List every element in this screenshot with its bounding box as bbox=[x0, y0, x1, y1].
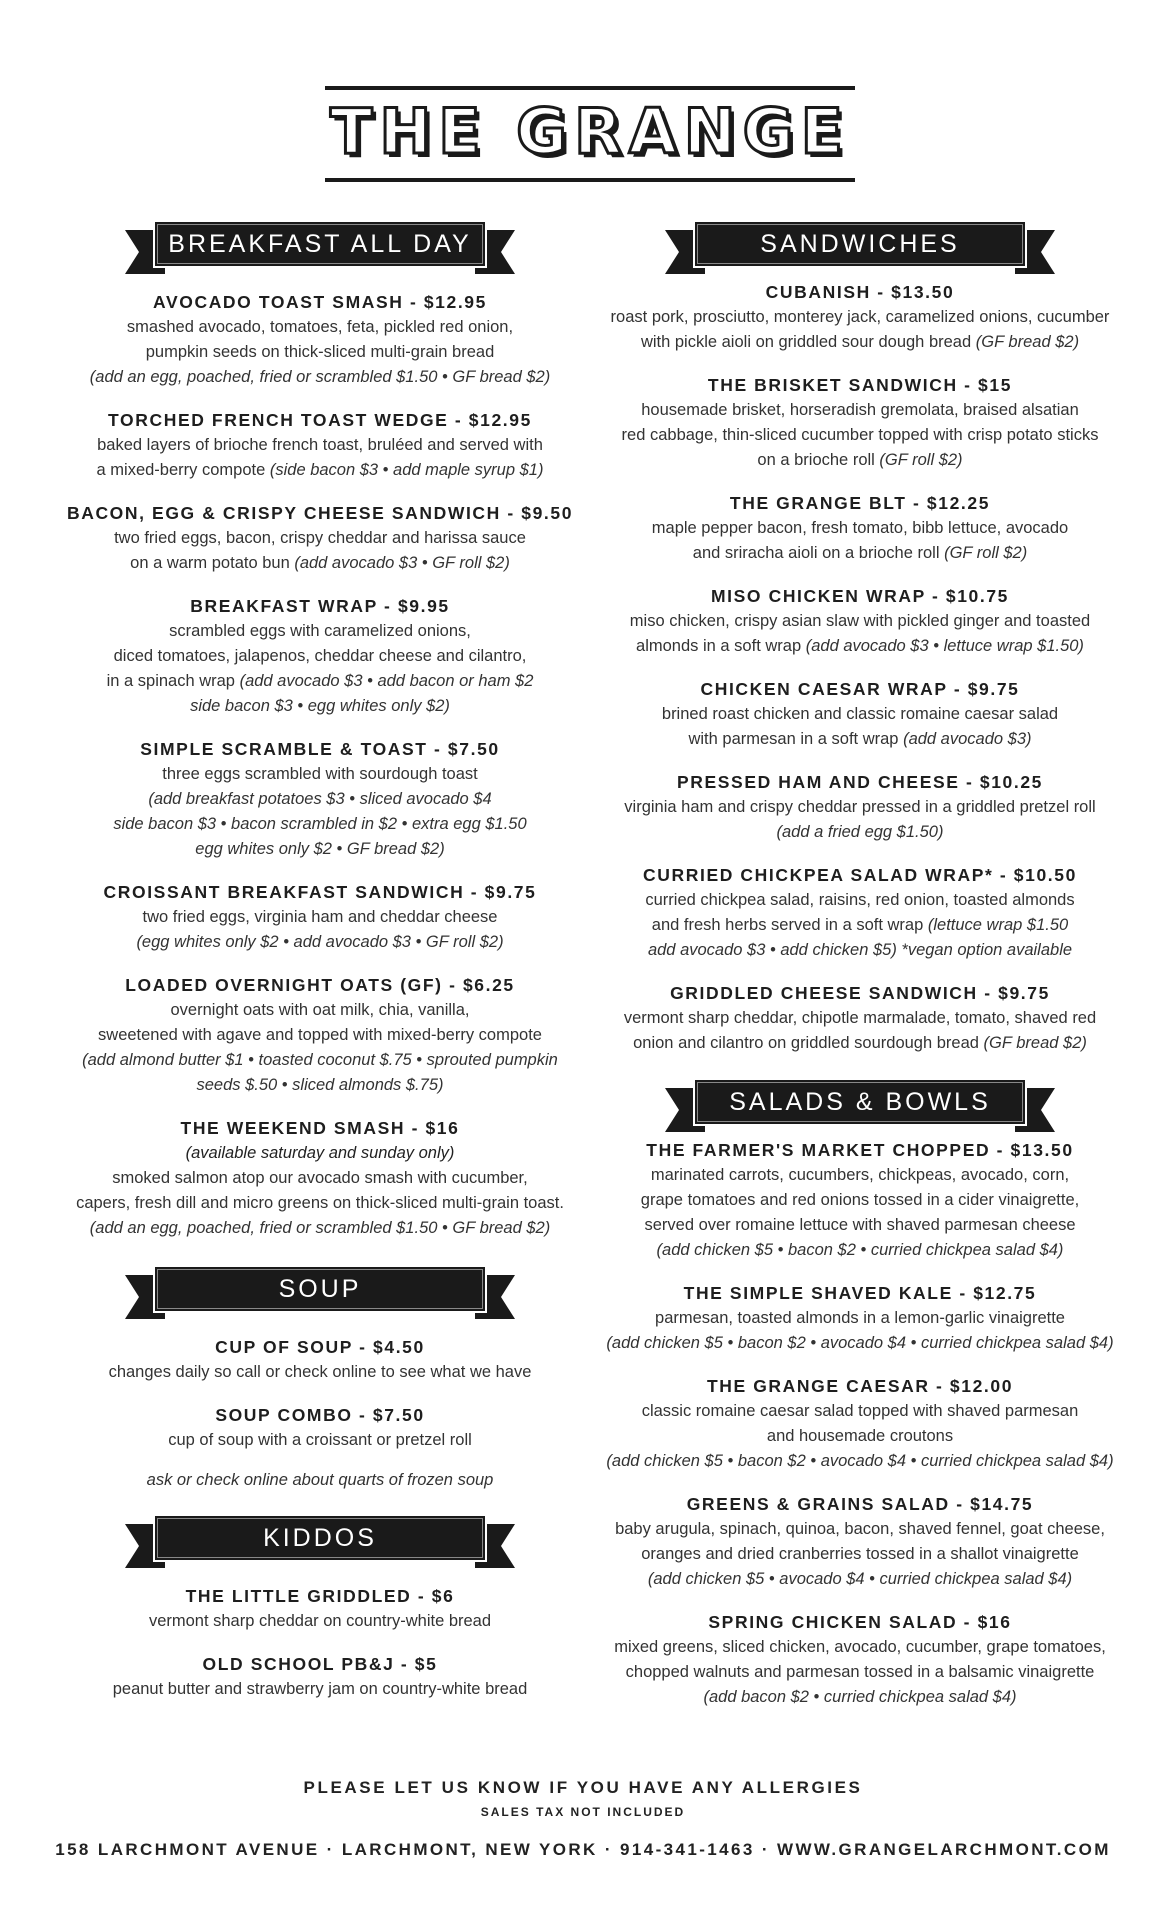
menu-item bbox=[28, 1584, 612, 1634]
menu-item bbox=[570, 1281, 1150, 1356]
item-description: chopped walnuts and parmesan tossed in a balsamic vinaigrette bbox=[625, 1663, 1095, 1681]
item-description: and housemade croutons bbox=[766, 1427, 954, 1445]
item-name: THE FARMER'S MARKET CHOPPED - $13.50 bbox=[646, 1140, 1074, 1160]
item-addons: (side bacon $3 • add maple syrup $1) bbox=[269, 461, 544, 479]
item-name: THE BRISKET SANDWICH - $15 bbox=[707, 375, 1013, 395]
menu-item bbox=[28, 1335, 612, 1385]
item-description-line bbox=[570, 541, 1150, 566]
item-name: CURRIED CHICKPEA SALAD WRAP* - $10.50 bbox=[643, 865, 1077, 885]
item-subtitle: (available saturday and sunday only) bbox=[185, 1144, 455, 1162]
item-description-line bbox=[28, 458, 612, 483]
item-name: CUBANISH - $13.50 bbox=[765, 282, 955, 302]
salads-heading: SALADS & BOWLS bbox=[693, 1078, 1027, 1126]
item-description: vermont sharp cheddar, chipotle marmalade, tomato, shaved red bbox=[623, 1009, 1097, 1027]
item-description: scrambled eggs with caramelized onions, bbox=[169, 622, 471, 640]
item-description: baby arugula, spinach, quinoa, bacon, shaved fennel, goat cheese, bbox=[615, 1520, 1105, 1538]
item-description: three eggs scrambled with sourdough toast bbox=[162, 765, 478, 783]
item-description: sweetened with agave and topped with mixed-berry compote bbox=[98, 1026, 542, 1044]
item-description-text: in a spinach wrap bbox=[106, 672, 240, 690]
item-addons: (add breakfast potatoes $3 • sliced avocado $4 bbox=[148, 790, 492, 808]
item-description-line bbox=[570, 448, 1150, 473]
item-addons: egg whites only $2 • GF bread $2) bbox=[195, 840, 445, 858]
item-name: SOUP COMBO - $7.50 bbox=[215, 1405, 425, 1425]
allergy-notice: PLEASE LET US KNOW IF YOU HAVE ANY ALLERGIES bbox=[303, 1778, 863, 1797]
menu-item bbox=[570, 280, 1150, 355]
menu-item bbox=[28, 594, 612, 719]
item-addons: (GF roll $2) bbox=[879, 451, 963, 469]
item-description: brined roast chicken and classic romaine caesar salad bbox=[661, 705, 1059, 723]
item-addons: (GF bread $2) bbox=[975, 333, 1080, 351]
item-addons: (add avocado $3 • GF roll $2) bbox=[294, 554, 510, 572]
item-description: roast pork, prosciutto, monterey jack, caramelized onions, cucumber bbox=[610, 308, 1110, 326]
item-description: grape tomatoes and red onions tossed in a cider vinaigrette, bbox=[640, 1191, 1080, 1209]
item-addons: (egg whites only $2 • add avocado $3 • GF roll $2) bbox=[136, 933, 504, 951]
item-description: changes daily so call or check online to see what we have bbox=[108, 1363, 532, 1381]
item-name: THE WEEKEND SMASH - $16 bbox=[180, 1118, 460, 1138]
item-description-text: with pickle aioli on griddled sour dough bread bbox=[640, 333, 976, 351]
sandwiches-banner bbox=[665, 220, 1055, 280]
menu-item bbox=[570, 373, 1150, 473]
menu-item bbox=[28, 290, 612, 390]
item-description: capers, fresh dill and micro greens on thick-sliced multi-grain toast. bbox=[76, 1194, 564, 1212]
item-description-text: with parmesan in a soft wrap bbox=[688, 730, 904, 748]
item-addons: add avocado $3 • add chicken $5) *vegan option available bbox=[647, 941, 1073, 959]
item-addons: (add chicken $5 • bacon $2 • avocado $4 • curried chickpea salad $4) bbox=[606, 1452, 1114, 1470]
item-description: cup of soup with a croissant or pretzel roll bbox=[168, 1431, 472, 1449]
restaurant-title: THE GRANGE bbox=[330, 95, 850, 168]
menu-item bbox=[570, 677, 1150, 752]
right-column bbox=[570, 220, 1150, 1728]
sandwiches-heading: SANDWICHES bbox=[693, 220, 1027, 268]
item-description: smashed avocado, tomatoes, feta, pickled red onion, bbox=[126, 318, 514, 336]
menu-item bbox=[570, 863, 1150, 963]
tax-notice: SALES TAX NOT INCLUDED bbox=[480, 1805, 686, 1819]
item-description: classic romaine caesar salad topped with shaved parmesan bbox=[641, 1402, 1079, 1420]
item-addons: side bacon $3 • egg whites only $2) bbox=[190, 697, 450, 715]
breakfast-list bbox=[28, 290, 612, 1241]
item-description: oranges and dried cranberries tossed in a shallot vinaigrette bbox=[641, 1545, 1079, 1563]
item-description-line bbox=[570, 727, 1150, 752]
item-description: two fried eggs, virginia ham and cheddar cheese bbox=[142, 908, 498, 926]
item-name: THE GRANGE BLT - $12.25 bbox=[729, 493, 991, 513]
salads-list bbox=[570, 1138, 1150, 1710]
soup-list bbox=[28, 1335, 612, 1453]
item-description-text: onion and cilantro on griddled sourdough bread bbox=[633, 1034, 984, 1052]
breakfast-banner bbox=[125, 220, 515, 280]
item-description: marinated carrots, cucumbers, chickpeas, avocado, corn, bbox=[650, 1166, 1070, 1184]
item-description: smoked salmon atop our avocado smash with cucumber, bbox=[112, 1169, 528, 1187]
item-description: diced tomatoes, jalapenos, cheddar cheese and cilantro, bbox=[113, 647, 527, 665]
item-description-line bbox=[28, 669, 612, 694]
item-name: CROISSANT BREAKFAST SANDWICH - $9.75 bbox=[103, 882, 537, 902]
kiddos-list bbox=[28, 1584, 612, 1702]
item-description-line bbox=[28, 551, 612, 576]
item-name: CHICKEN CAESAR WRAP - $9.75 bbox=[700, 679, 1020, 699]
item-name: GRIDDLED CHEESE SANDWICH - $9.75 bbox=[670, 983, 1050, 1003]
item-description-line bbox=[570, 634, 1150, 659]
sandwiches-list bbox=[570, 280, 1150, 1056]
kiddos-heading: KIDDOS bbox=[153, 1514, 487, 1562]
menu-item bbox=[28, 1403, 612, 1453]
item-addons: (add almond butter $1 • toasted coconut $.75 • sprouted pumpkin bbox=[82, 1051, 558, 1069]
menu-item bbox=[28, 880, 612, 955]
item-addons: side bacon $3 • bacon scrambled in $2 • extra egg $1.50 bbox=[113, 815, 527, 833]
item-description: vermont sharp cheddar on country-white bread bbox=[148, 1612, 492, 1630]
item-description-line bbox=[570, 913, 1150, 938]
item-name: BREAKFAST WRAP - $9.95 bbox=[190, 596, 450, 616]
item-description-text: and fresh herbs served in a soft wrap bbox=[651, 916, 928, 934]
item-description: virginia ham and crispy cheddar pressed in a griddled pretzel roll bbox=[624, 798, 1096, 816]
contact-info: 158 LARCHMONT AVENUE · LARCHMONT, NEW YORK · 914-341-1463 · WWW.GRANGELARCHMONT.COM bbox=[55, 1840, 1111, 1859]
item-description-text: on a brioche roll bbox=[757, 451, 880, 469]
item-name: OLD SCHOOL PB&J - $5 bbox=[202, 1654, 438, 1674]
item-description: pumpkin seeds on thick-sliced multi-grain bread bbox=[145, 343, 495, 361]
menu-item bbox=[570, 981, 1150, 1056]
item-name: MISO CHICKEN WRAP - $10.75 bbox=[711, 586, 1009, 606]
item-name: LOADED OVERNIGHT OATS (GF) - $6.25 bbox=[125, 975, 515, 995]
soup-heading: SOUP bbox=[153, 1265, 487, 1313]
item-name: SIMPLE SCRAMBLE & TOAST - $7.50 bbox=[140, 739, 500, 759]
menu-item bbox=[570, 1138, 1150, 1263]
left-column bbox=[28, 220, 612, 1720]
salads-banner bbox=[665, 1078, 1055, 1138]
item-name: SPRING CHICKEN SALAD - $16 bbox=[708, 1612, 1012, 1632]
menu-item bbox=[28, 501, 612, 576]
menu-item bbox=[570, 584, 1150, 659]
item-addons: (lettuce wrap $1.50 bbox=[927, 916, 1069, 934]
item-addons: (GF bread $2) bbox=[983, 1034, 1087, 1052]
menu-item bbox=[570, 1610, 1150, 1710]
item-description: peanut butter and strawberry jam on country-white bread bbox=[112, 1680, 528, 1698]
item-description: red cabbage, thin-sliced cucumber topped with crisp potato sticks bbox=[621, 426, 1099, 444]
item-description: curried chickpea salad, raisins, red onion, toasted almonds bbox=[645, 891, 1075, 909]
item-addons: (add avocado $3 • add bacon or ham $2 bbox=[239, 672, 534, 690]
item-description-text: a mixed-berry compote bbox=[96, 461, 270, 479]
breakfast-heading: BREAKFAST ALL DAY bbox=[153, 220, 487, 268]
item-addons: (add avocado $3) bbox=[903, 730, 1032, 748]
item-name: GREENS & GRAINS SALAD - $14.75 bbox=[686, 1494, 1034, 1514]
item-description: overnight oats with oat milk, chia, vanilla, bbox=[170, 1001, 470, 1019]
item-description: two fried eggs, bacon, crispy cheddar and harissa sauce bbox=[114, 529, 526, 547]
item-name: TORCHED FRENCH TOAST WEDGE - $12.95 bbox=[108, 410, 532, 430]
item-name: THE LITTLE GRIDDLED - $6 bbox=[185, 1586, 455, 1606]
menu-item bbox=[570, 770, 1150, 845]
soup-note: ask or check online about quarts of frozen soup bbox=[146, 1471, 494, 1489]
soup-banner bbox=[125, 1265, 515, 1325]
item-description-text: on a warm potato bun bbox=[130, 554, 295, 572]
restaurant-title-frame bbox=[325, 86, 855, 182]
item-description-line bbox=[570, 1031, 1150, 1056]
item-name: THE SIMPLE SHAVED KALE - $12.75 bbox=[683, 1283, 1037, 1303]
item-name: AVOCADO TOAST SMASH - $12.95 bbox=[153, 292, 487, 312]
menu-item bbox=[28, 737, 612, 862]
item-description: parmesan, toasted almonds in a lemon-garlic vinaigrette bbox=[655, 1309, 1065, 1327]
item-addons: (add avocado $3 • lettuce wrap $1.50) bbox=[805, 637, 1084, 655]
menu-item bbox=[570, 491, 1150, 566]
item-addons: (add chicken $5 • avocado $4 • curried chickpea salad $4) bbox=[647, 1570, 1073, 1588]
item-description: mixed greens, sliced chicken, avocado, cucumber, grape tomatoes, bbox=[614, 1638, 1106, 1656]
item-addons: (add chicken $5 • bacon $2 • curried chickpea salad $4) bbox=[656, 1241, 1064, 1259]
item-description: miso chicken, crispy asian slaw with pickled ginger and toasted bbox=[629, 612, 1091, 630]
item-addons: seeds $.50 • sliced almonds $.75) bbox=[196, 1076, 444, 1094]
item-name: THE GRANGE CAESAR - $12.00 bbox=[706, 1376, 1014, 1396]
item-addons: (add an egg, poached, fried or scrambled $1.50 • GF bread $2) bbox=[89, 368, 551, 386]
item-description: housemade brisket, horseradish gremolata, braised alsatian bbox=[641, 401, 1079, 419]
item-name: PRESSED HAM AND CHEESE - $10.25 bbox=[677, 772, 1043, 792]
item-description: baked layers of brioche french toast, bruléed and served with bbox=[97, 436, 543, 454]
menu-item bbox=[28, 973, 612, 1098]
item-description: maple pepper bacon, fresh tomato, bibb lettuce, avocado bbox=[651, 519, 1069, 537]
item-name: CUP OF SOUP - $4.50 bbox=[215, 1337, 425, 1357]
menu-item bbox=[28, 1116, 612, 1241]
item-description-text: almonds in a soft wrap bbox=[636, 637, 806, 655]
menu-item bbox=[28, 1652, 612, 1702]
item-addons: (add a fried egg $1.50) bbox=[776, 823, 944, 841]
item-addons: (add chicken $5 • bacon $2 • avocado $4 • curried chickpea salad $4) bbox=[606, 1334, 1114, 1352]
menu-item bbox=[570, 1492, 1150, 1592]
menu-item bbox=[28, 408, 612, 483]
item-name: BACON, EGG & CRISPY CHEESE SANDWICH - $9.50 bbox=[66, 503, 574, 523]
item-addons: (add an egg, poached, fried or scrambled $1.50 • GF bread $2) bbox=[89, 1219, 551, 1237]
item-addons: (GF roll $2) bbox=[944, 544, 1028, 562]
menu-item bbox=[570, 1374, 1150, 1474]
kiddos-banner bbox=[125, 1514, 515, 1574]
item-addons: (add bacon $2 • curried chickpea salad $4) bbox=[703, 1688, 1017, 1706]
item-description-text: and sriracha aioli on a brioche roll bbox=[692, 544, 945, 562]
item-description-line bbox=[570, 330, 1150, 355]
item-description: served over romaine lettuce with shaved parmesan cheese bbox=[644, 1216, 1076, 1234]
